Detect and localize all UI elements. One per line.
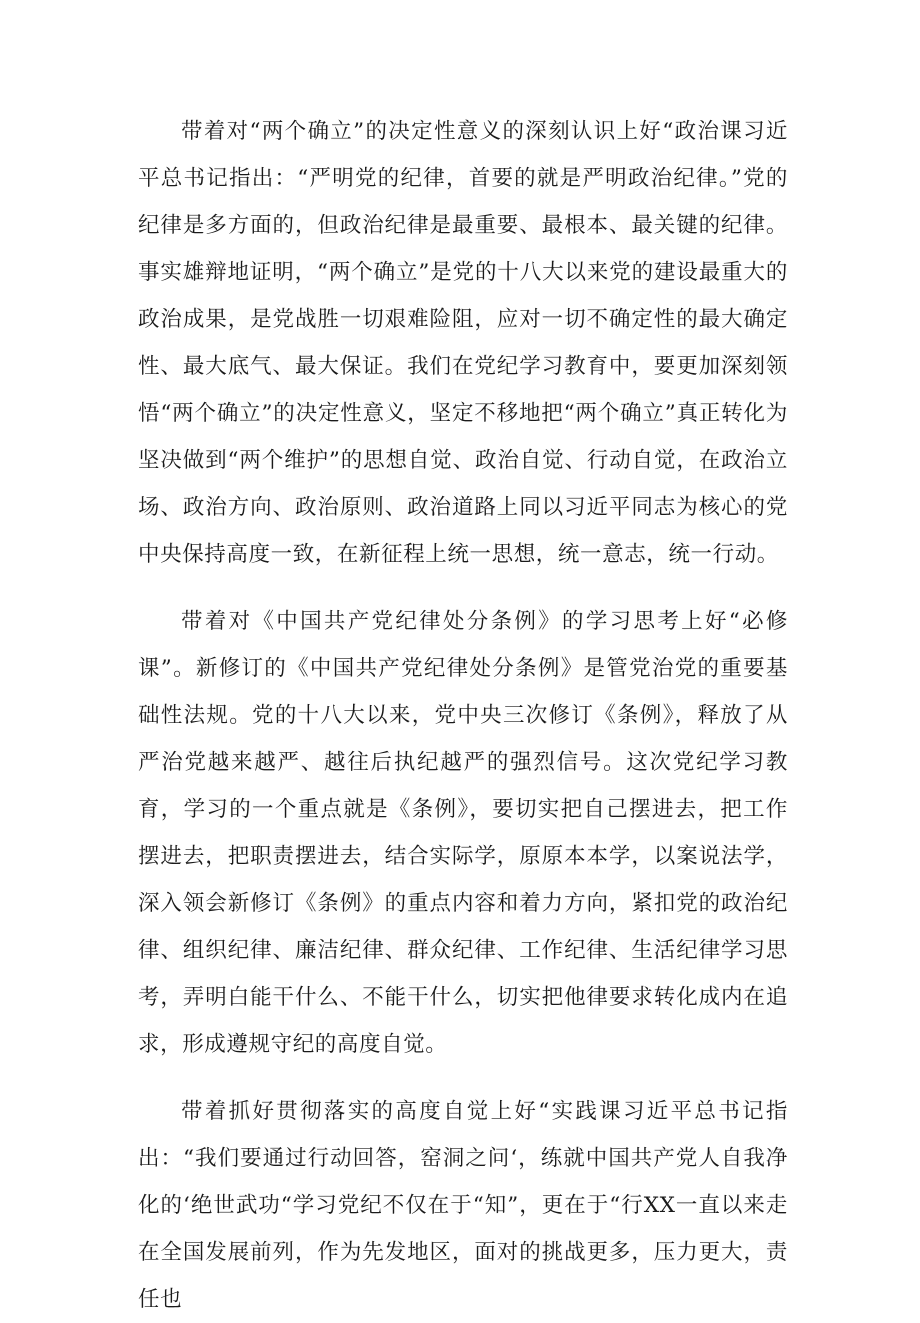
paragraph-discipline-regulations: 带着对《中国共产党纪律处分条例》的学习思考上好“必修课”。新修订的《中国共产党纪律处分条例》是管党治党的重要基础性法规。党的十八大以来，党中央三次修订《条例》，释放了从严治党越来越严、越往后执纪越严的强烈信号。这次党纪学习教育，学习的一个重点就是《条例》，要切实把自己摆进去，把工作摆进去，把职责摆进去，结合实际学，原原本本学，以案说法学，深入领会新修订《条例》的重点内容和着力方向，紧扣党的政治纪律、组织纪律、廉洁纪律、群众纪律、工作纪律、生活纪律学习思考，弄明白能干什么、不能干什么，切实把他律要求转化成内在追求，形成遵规守纪的高度自觉。 [138, 609, 788, 1057]
document-body [138, 108, 788, 1323]
paragraph-practice: 带着抓好贯彻落实的高度自觉上好“实践课习近平总书记指出：“我们要通过行动回答，窑洞之问‘，练就中国共产党人自我净化的‘绝世武功“学习党纪不仅在于“知”，更在于“行XX一直以来走在全国发展前列，作为先发地区，面对的挑战更多，压力更大，责任也 [138, 1099, 788, 1312]
paragraph-political-discipline: 带着对“两个确立”的决定性意义的深刻认识上好“政治课习近平总书记指出：“严明党的纪律，首要的就是严明政治纪律。”党的纪律是多方面的，但政治纪律是最重要、最根本、最关键的纪律。事实雄辩地证明，“两个确立”是党的十八大以来党的建设最重大的政治成果，是党战胜一切艰难险阻，应对一切不确定性的最大确定性、最大底气、最大保证。我们在党纪学习教育中，要更加深刻领悟“两个确立”的决定性意义，坚定不移地把“两个确立”真正转化为坚决做到“两个维护”的思想自觉、政治自觉、行动自觉，在政治立场、政治方向、政治原则、政治道路上同以习近平同志为核心的党中央保持高度一致，在新征程上统一思想，统一意志，统一行动。 [138, 119, 788, 567]
